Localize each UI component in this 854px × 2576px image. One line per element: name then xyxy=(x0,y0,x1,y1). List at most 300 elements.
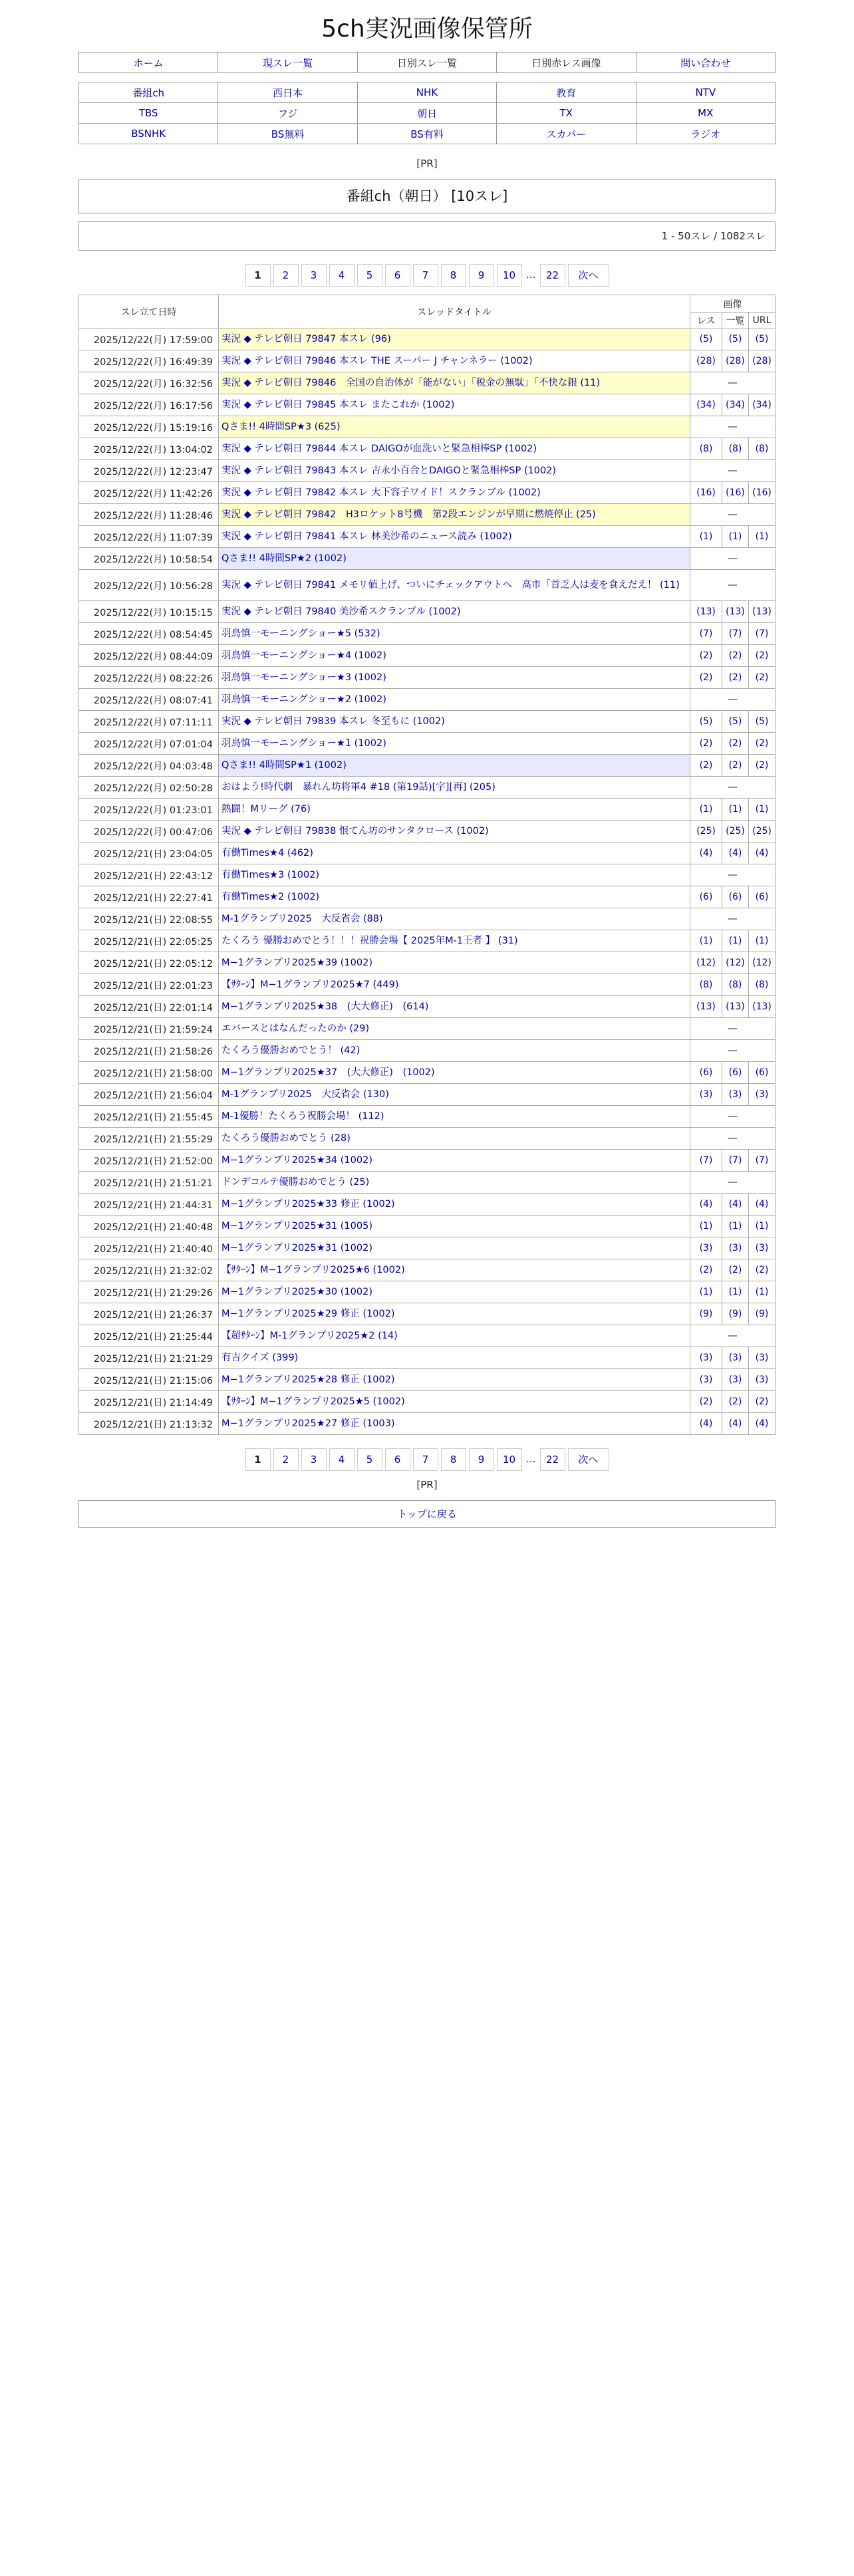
thread-no-images: — xyxy=(690,548,775,570)
thread-url-cell xyxy=(748,350,775,372)
thread-url-cell xyxy=(748,1259,775,1281)
thread-image-res-link[interactable]: (12) xyxy=(696,958,716,968)
thread-title-cell xyxy=(219,1040,690,1062)
thread-image-res-link[interactable]: (5) xyxy=(699,334,713,344)
channel-link[interactable]: フジ xyxy=(218,103,357,124)
thread-title-cell xyxy=(219,996,690,1018)
page-link[interactable]: 4 xyxy=(329,264,355,287)
thread-image-url-link[interactable]: (1) xyxy=(755,804,769,815)
thread-row xyxy=(79,328,776,350)
thread-title-link[interactable]: M−1グランプリ2025★33 修正 (1002) xyxy=(221,1198,395,1210)
thread-image-res-link[interactable]: (6) xyxy=(699,1067,713,1078)
thread-image-res-link[interactable]: (3) xyxy=(699,1243,713,1253)
thread-title-link[interactable]: Qさま!! 4時間SP★3 (625) xyxy=(221,421,341,432)
thread-title-link[interactable]: M−1グランプリ2025★34 (1002) xyxy=(221,1154,372,1166)
thread-image-list-link[interactable]: (9) xyxy=(728,1309,742,1319)
pager-bottom xyxy=(78,1448,776,1471)
thread-date: 2025/12/21(日) 22:01:23 xyxy=(79,974,219,996)
thread-title-link[interactable]: たくろう優勝おめでとう (28) xyxy=(221,1132,351,1144)
thread-title-link[interactable]: 有働Times★3 (1002) xyxy=(221,869,320,880)
thread-image-res-link[interactable]: (2) xyxy=(699,1265,713,1275)
thread-image-url-link[interactable]: (3) xyxy=(755,1089,769,1100)
page-link[interactable]: 6 xyxy=(385,1448,410,1471)
thread-image-res-link[interactable]: (4) xyxy=(699,1199,713,1210)
thread-image-list-link[interactable]: (7) xyxy=(728,628,742,639)
thread-image-url-link[interactable]: (3) xyxy=(755,1374,769,1385)
thread-date: 2025/12/21(日) 22:05:12 xyxy=(79,952,219,974)
thread-image-url-link[interactable]: (3) xyxy=(755,1352,769,1363)
header-res: レス xyxy=(690,313,722,328)
thread-image-res-link[interactable]: (4) xyxy=(699,848,713,858)
thread-title-link[interactable]: M−1グランプリ2025★38 (大大修正) (614) xyxy=(221,1001,429,1012)
thread-res-cell xyxy=(690,1369,722,1391)
thread-image-list-link[interactable]: (7) xyxy=(728,1155,742,1166)
thread-row xyxy=(79,908,776,930)
thread-image-res-link[interactable]: (7) xyxy=(699,628,713,639)
thread-image-res-link[interactable]: (34) xyxy=(696,400,716,410)
thread-image-res-link[interactable]: (8) xyxy=(699,444,713,454)
page-link[interactable]: 8 xyxy=(441,1448,466,1471)
thread-no-images: — xyxy=(690,689,775,711)
thread-title-link[interactable]: 実況 ◆ テレビ朝日 79847 本スレ (96) xyxy=(221,333,391,344)
thread-image-list-link[interactable]: (16) xyxy=(726,487,745,498)
thread-date: 2025/12/21(日) 21:32:02 xyxy=(79,1259,219,1281)
thread-date: 2025/12/21(日) 21:52:00 xyxy=(79,1150,219,1172)
thread-image-url-link[interactable]: (2) xyxy=(755,650,769,661)
thread-title-link[interactable]: 有吉クイズ (399) xyxy=(221,1352,299,1363)
thread-image-list-link[interactable]: (6) xyxy=(728,1067,742,1078)
thread-row xyxy=(79,777,776,799)
page-link[interactable]: 3 xyxy=(301,264,327,287)
thread-title-link[interactable]: 実況 ◆ テレビ朝日 79845 本スレ またこれか (1002) xyxy=(221,399,455,410)
thread-date: 2025/12/21(日) 21:40:40 xyxy=(79,1237,219,1259)
thread-title-cell xyxy=(219,1369,690,1391)
thread-image-url-link[interactable]: (1) xyxy=(755,531,769,542)
thread-image-url-link[interactable]: (1) xyxy=(755,1221,769,1231)
thread-title-cell xyxy=(219,1413,690,1435)
thread-image-res-link[interactable]: (1) xyxy=(699,531,713,542)
thread-title-link[interactable]: 羽鳥慎一モーニングショー★2 (1002) xyxy=(221,694,386,705)
thread-image-res-link[interactable]: (4) xyxy=(699,1418,713,1429)
thread-image-list-link[interactable]: (13) xyxy=(726,1001,745,1012)
thread-title-link[interactable]: 【ｻﾀｰﾝ】M−1グランプリ2025★5 (1002) xyxy=(221,1396,405,1407)
thread-url-cell xyxy=(748,974,775,996)
thread-image-list-link[interactable]: (3) xyxy=(728,1089,742,1100)
thread-image-url-link[interactable]: (13) xyxy=(752,606,772,617)
thread-url-cell xyxy=(748,1369,775,1391)
thread-image-res-link[interactable]: (3) xyxy=(699,1374,713,1385)
thread-image-list-link[interactable]: (25) xyxy=(726,826,745,837)
thread-row xyxy=(79,482,776,504)
thread-image-url-link[interactable]: (1) xyxy=(755,936,769,946)
thread-row xyxy=(79,438,776,460)
thread-image-url-link[interactable]: (4) xyxy=(755,1418,769,1429)
thread-image-url-link[interactable]: (6) xyxy=(755,892,769,902)
thread-url-cell xyxy=(748,799,775,821)
channel-link[interactable]: NTV xyxy=(636,82,775,103)
next-page-link[interactable]: 次へ xyxy=(568,264,609,287)
thread-image-url-link[interactable]: (2) xyxy=(755,1396,769,1407)
thread-res-cell xyxy=(690,1237,722,1259)
thread-row xyxy=(79,350,776,372)
top-nav-item[interactable]: 問い合わせ xyxy=(636,53,775,73)
channel-link[interactable]: 西日本 xyxy=(218,82,357,103)
thread-title-link[interactable]: たくろう優勝おめでとう！ (42) xyxy=(221,1045,360,1056)
thread-image-url-link[interactable]: (6) xyxy=(755,1067,769,1078)
thread-row xyxy=(79,1084,776,1106)
thread-no-images: — xyxy=(690,777,775,799)
thread-url-cell xyxy=(748,438,775,460)
back-to-top-label[interactable]: トップに戻る xyxy=(397,1508,457,1520)
thread-image-list-link[interactable]: (2) xyxy=(728,672,742,683)
thread-image-list-link[interactable]: (28) xyxy=(726,356,745,366)
page-link[interactable]: 1 xyxy=(245,1448,271,1471)
thread-res-cell xyxy=(690,394,722,416)
thread-image-url-link[interactable]: (4) xyxy=(755,848,769,858)
channel-link[interactable]: スカパー xyxy=(497,124,636,144)
thread-image-url-link[interactable]: (8) xyxy=(755,444,769,454)
page-link[interactable]: 9 xyxy=(469,264,494,287)
thread-image-res-link[interactable]: (1) xyxy=(699,804,713,815)
thread-image-list-link[interactable]: (1) xyxy=(728,936,742,946)
thread-image-list-link[interactable]: (2) xyxy=(728,1265,742,1275)
page-link[interactable]: 7 xyxy=(413,1448,438,1471)
thread-image-list-link[interactable]: (8) xyxy=(728,979,742,990)
thread-image-url-link[interactable]: (1) xyxy=(755,1287,769,1297)
page-link[interactable]: 2 xyxy=(273,1448,299,1471)
back-to-top-link[interactable] xyxy=(78,1500,776,1528)
thread-image-list-link[interactable]: (3) xyxy=(728,1374,742,1385)
thread-date: 2025/12/21(日) 22:43:12 xyxy=(79,864,219,886)
thread-title-link[interactable]: M−1グランプリ2025★39 (1002) xyxy=(221,957,372,968)
page-link-last[interactable]: 22 xyxy=(540,1448,565,1471)
thread-title-cell xyxy=(219,821,690,842)
thread-title-link[interactable]: 羽鳥慎一モーニングショー★5 (532) xyxy=(221,628,380,639)
page-link[interactable]: 10 xyxy=(497,264,522,287)
thread-image-url-link[interactable]: (8) xyxy=(755,979,769,990)
thread-image-res-link[interactable]: (7) xyxy=(699,1155,713,1166)
thread-title-link[interactable]: 実況 ◆ テレビ朝日 79841 本スレ 林美沙希のニュース読み (1002) xyxy=(221,531,512,542)
thread-title-link[interactable]: 実況 ◆ テレビ朝日 79839 本スレ 冬至もに (1002) xyxy=(221,715,445,727)
thread-image-res-link[interactable]: (2) xyxy=(699,760,713,771)
thread-image-url-link[interactable]: (4) xyxy=(755,1199,769,1210)
thread-url-cell xyxy=(748,394,775,416)
thread-title-link[interactable]: 実況 ◆ テレビ朝日 79842 H3ロケット8号機 第2段エンジンが早期に燃焼停止 (25) xyxy=(221,509,596,520)
thread-image-res-link[interactable]: (2) xyxy=(699,738,713,749)
page-link[interactable]: 5 xyxy=(357,264,382,287)
thread-row xyxy=(79,689,776,711)
thread-image-list-link[interactable]: (6) xyxy=(728,892,742,902)
thread-no-images: — xyxy=(690,908,775,930)
thread-image-list-link[interactable]: (1) xyxy=(728,804,742,815)
thread-image-url-link[interactable]: (13) xyxy=(752,1001,772,1012)
thread-title-link[interactable]: 実況 ◆ テレビ朝日 79844 本スレ DAIGOが血洗いと緊急相棒SP (1002) xyxy=(221,443,537,454)
pager-top xyxy=(78,264,776,287)
thread-title-link[interactable]: 実況 ◆ テレビ朝日 79838 恨てん坊のサンタクロース (1002) xyxy=(221,825,489,837)
thread-date: 2025/12/21(日) 21:56:04 xyxy=(79,1084,219,1106)
thread-row xyxy=(79,864,776,886)
page-link[interactable]: 2 xyxy=(273,264,299,287)
thread-image-res-link[interactable]: (16) xyxy=(696,487,716,498)
thread-list-cell xyxy=(722,601,748,623)
thread-title-link[interactable]: Qさま!! 4時間SP★2 (1002) xyxy=(221,553,347,564)
channel-link[interactable]: TX xyxy=(497,103,636,124)
page-link[interactable]: 1 xyxy=(245,264,271,287)
thread-res-cell xyxy=(690,930,722,952)
thread-title-link[interactable]: M−1グランプリ2025★30 (1002) xyxy=(221,1286,372,1297)
thread-row xyxy=(79,504,776,526)
thread-image-url-link[interactable]: (28) xyxy=(752,356,772,366)
thread-date: 2025/12/22(月) 10:56:28 xyxy=(79,570,219,601)
thread-image-res-link[interactable]: (13) xyxy=(696,1001,716,1012)
thread-image-list-link[interactable]: (3) xyxy=(728,1352,742,1363)
thread-res-cell xyxy=(690,733,722,755)
thread-count: 1 - 50スレ / 1082スレ xyxy=(78,221,776,251)
thread-title-link[interactable]: 有働Times★4 (462) xyxy=(221,847,313,858)
page-link-last[interactable]: 22 xyxy=(540,264,565,287)
thread-date: 2025/12/21(日) 21:25:44 xyxy=(79,1325,219,1347)
thread-title-link[interactable]: 実況 ◆ テレビ朝日 79843 本スレ 吉永小百合とDAIGOと緊急相棒SP (1002) xyxy=(221,465,557,476)
page-link[interactable]: 4 xyxy=(329,1448,355,1471)
thread-image-url-link[interactable]: (2) xyxy=(755,1265,769,1275)
thread-title-link[interactable]: 【超ｻﾀｰﾝ】M-1グランプリ2025★2 (14) xyxy=(221,1330,398,1341)
thread-image-list-link[interactable]: (2) xyxy=(728,760,742,771)
thread-image-list-link[interactable]: (2) xyxy=(728,738,742,749)
thread-image-list-link[interactable]: (1) xyxy=(728,531,742,542)
thread-title-link[interactable]: Qさま!! 4時間SP★1 (1002) xyxy=(221,759,347,771)
thread-title-link[interactable]: M-1グランプリ2025 大反省会 (130) xyxy=(221,1089,389,1100)
thread-res-cell xyxy=(690,821,722,842)
thread-image-list-link[interactable]: (2) xyxy=(728,1396,742,1407)
thread-image-res-link[interactable]: (1) xyxy=(699,936,713,946)
thread-date: 2025/12/21(日) 21:59:24 xyxy=(79,1018,219,1040)
thread-image-res-link[interactable]: (28) xyxy=(696,356,716,366)
thread-title-link[interactable]: 実況 ◆ テレビ朝日 79846 本スレ THE スーパー J チャンネラー (1002) xyxy=(221,355,533,366)
page-link[interactable]: 5 xyxy=(357,1448,382,1471)
thread-row xyxy=(79,1216,776,1237)
thread-date: 2025/12/22(月) 11:07:39 xyxy=(79,526,219,548)
thread-url-cell xyxy=(748,930,775,952)
page-link[interactable]: 10 xyxy=(497,1448,522,1471)
channel-link[interactable]: BSNHK xyxy=(79,124,218,144)
thread-url-cell xyxy=(748,623,775,645)
thread-title-link[interactable]: エバースとはなんだったのか (29) xyxy=(221,1023,370,1034)
thread-title-link[interactable]: M−1グランプリ2025★27 修正 (1003) xyxy=(221,1418,395,1429)
thread-res-cell xyxy=(690,1084,722,1106)
thread-date: 2025/12/22(月) 04:03:48 xyxy=(79,755,219,777)
thread-image-url-link[interactable]: (34) xyxy=(752,400,772,410)
channel-link[interactable]: TBS xyxy=(79,103,218,124)
thread-title-link[interactable]: 熱闘！Mリーグ (76) xyxy=(221,803,311,815)
top-nav-item[interactable]: 日別赤レス画像 xyxy=(497,53,636,73)
thread-image-url-link[interactable]: (7) xyxy=(755,1155,769,1166)
thread-title-link[interactable]: M−1グランプリ2025★29 修正 (1002) xyxy=(221,1308,395,1319)
thread-row xyxy=(79,821,776,842)
thread-image-list-link[interactable]: (12) xyxy=(726,958,745,968)
thread-title-link[interactable]: 実況 ◆ テレビ朝日 79840 美沙希スクランブル (1002) xyxy=(221,606,461,617)
thread-row xyxy=(79,460,776,482)
thread-image-res-link[interactable]: (2) xyxy=(699,1396,713,1407)
thread-image-res-link[interactable]: (6) xyxy=(699,892,713,902)
thread-title-link[interactable]: 【ｻﾀｰﾝ】M−1グランプリ2025★6 (1002) xyxy=(221,1264,405,1275)
thread-res-cell xyxy=(690,1062,722,1084)
thread-row xyxy=(79,1150,776,1172)
thread-date: 2025/12/21(日) 21:44:31 xyxy=(79,1194,219,1216)
thread-date: 2025/12/22(月) 16:49:39 xyxy=(79,350,219,372)
channel-link[interactable]: BS有料 xyxy=(357,124,496,144)
thread-date: 2025/12/21(日) 21:55:29 xyxy=(79,1128,219,1150)
thread-date: 2025/12/21(日) 23:04:05 xyxy=(79,842,219,864)
thread-image-list-link[interactable]: (4) xyxy=(728,1199,742,1210)
thread-title-cell xyxy=(219,1128,690,1150)
site-title: 5ch実況画像保管所 xyxy=(321,15,533,43)
page-link[interactable]: 3 xyxy=(301,1448,327,1471)
thread-image-list-link[interactable]: (1) xyxy=(728,1221,742,1231)
thread-title-link[interactable]: 羽鳥慎一モーニングショー★3 (1002) xyxy=(221,672,386,683)
thread-date: 2025/12/22(月) 11:42:26 xyxy=(79,482,219,504)
thread-image-list-link[interactable]: (1) xyxy=(728,1287,742,1297)
thread-res-cell xyxy=(690,1391,722,1413)
thread-image-res-link[interactable]: (9) xyxy=(699,1309,713,1319)
thread-url-cell xyxy=(748,1084,775,1106)
channel-link[interactable]: MX xyxy=(636,103,775,124)
thread-row xyxy=(79,1259,776,1281)
thread-title-cell xyxy=(219,952,690,974)
thread-url-cell xyxy=(748,667,775,689)
thread-no-images: — xyxy=(690,864,775,886)
thread-row xyxy=(79,842,776,864)
thread-image-list-link[interactable]: (2) xyxy=(728,650,742,661)
thread-title-cell xyxy=(219,1150,690,1172)
thread-image-url-link[interactable]: (3) xyxy=(755,1243,769,1253)
thread-date: 2025/12/22(月) 15:19:16 xyxy=(79,416,219,438)
page-link[interactable]: 7 xyxy=(413,264,438,287)
thread-title-cell xyxy=(219,1106,690,1128)
thread-title-link[interactable]: M−1グランプリ2025★37 (大大修正) (1002) xyxy=(221,1067,435,1078)
thread-title-link[interactable]: ドンデコルテ優勝おめでとう (25) xyxy=(221,1176,370,1188)
channel-link[interactable]: 朝日 xyxy=(357,103,496,124)
thread-image-url-link[interactable]: (7) xyxy=(755,628,769,639)
thread-title-link[interactable]: M-1グランプリ2025 大反省会 (88) xyxy=(221,913,383,924)
next-page-link[interactable]: 次へ xyxy=(568,1448,609,1471)
thread-list-cell xyxy=(722,667,748,689)
thread-res-cell xyxy=(690,667,722,689)
channel-link[interactable]: NHK xyxy=(357,82,496,103)
top-nav-item[interactable]: 日別スレ一覧 xyxy=(357,53,496,73)
thread-row xyxy=(79,1237,776,1259)
thread-image-url-link[interactable]: (9) xyxy=(755,1309,769,1319)
thread-row xyxy=(79,394,776,416)
thread-image-res-link[interactable]: (8) xyxy=(699,979,713,990)
top-nav-item[interactable]: ホーム xyxy=(79,53,218,73)
thread-image-url-link[interactable]: (16) xyxy=(752,487,772,498)
thread-image-url-link[interactable]: (2) xyxy=(755,672,769,683)
thread-image-res-link[interactable]: (2) xyxy=(699,672,713,683)
thread-row xyxy=(79,1194,776,1216)
thread-title-link[interactable]: M−1グランプリ2025★31 (1005) xyxy=(221,1220,372,1231)
thread-row xyxy=(79,1325,776,1347)
thread-image-list-link[interactable]: (5) xyxy=(728,716,742,727)
thread-image-res-link[interactable]: (1) xyxy=(699,1287,713,1297)
thread-res-cell xyxy=(690,645,722,667)
channel-link[interactable]: ラジオ xyxy=(636,124,775,144)
thread-res-cell xyxy=(690,1303,722,1325)
thread-image-res-link[interactable]: (3) xyxy=(699,1089,713,1100)
page-link[interactable]: 9 xyxy=(469,1448,494,1471)
thread-date: 2025/12/22(月) 07:01:04 xyxy=(79,733,219,755)
thread-image-list-link[interactable]: (4) xyxy=(728,848,742,858)
thread-image-url-link[interactable]: (12) xyxy=(752,958,772,968)
thread-image-list-link[interactable]: (13) xyxy=(726,606,745,617)
thread-image-res-link[interactable]: (2) xyxy=(699,650,713,661)
thread-image-res-link[interactable]: (25) xyxy=(696,826,716,837)
thread-image-url-link[interactable]: (2) xyxy=(755,760,769,771)
top-nav-item[interactable]: 現スレ一覧 xyxy=(218,53,357,73)
thread-image-res-link[interactable]: (1) xyxy=(699,1221,713,1231)
thread-image-url-link[interactable]: (5) xyxy=(755,716,769,727)
thread-image-url-link[interactable]: (2) xyxy=(755,738,769,749)
thread-row xyxy=(79,1062,776,1084)
channel-link[interactable]: BS無料 xyxy=(218,124,357,144)
thread-date: 2025/12/22(月) 13:04:02 xyxy=(79,438,219,460)
thread-image-list-link[interactable]: (8) xyxy=(728,444,742,454)
thread-title-link[interactable]: M−1グランプリ2025★28 修正 (1002) xyxy=(221,1374,395,1385)
thread-date: 2025/12/21(日) 21:58:00 xyxy=(79,1062,219,1084)
thread-row xyxy=(79,548,776,570)
thread-res-cell xyxy=(690,328,722,350)
thread-title-link[interactable]: おはよう!時代劇 暴れん坊将軍4 #18 (第19話)[字][再] (205) xyxy=(221,781,496,793)
thread-title-link[interactable]: 有働Times★2 (1002) xyxy=(221,891,320,902)
thread-image-res-link[interactable]: (13) xyxy=(696,606,716,617)
thread-title-link[interactable]: 【ｻﾀｰﾝ】M−1グランプリ2025★7 (449) xyxy=(221,979,399,990)
thread-row xyxy=(79,1303,776,1325)
page-link[interactable]: 8 xyxy=(441,264,466,287)
thread-row xyxy=(79,1128,776,1150)
thread-res-cell xyxy=(690,996,722,1018)
thread-image-list-link[interactable]: (34) xyxy=(726,400,745,410)
thread-title-cell xyxy=(219,350,690,372)
thread-date: 2025/12/22(月) 16:17:56 xyxy=(79,394,219,416)
thread-image-list-link[interactable]: (5) xyxy=(728,334,742,344)
thread-image-list-link[interactable]: (3) xyxy=(728,1243,742,1253)
thread-no-images: — xyxy=(690,1040,775,1062)
thread-title-link[interactable]: 実況 ◆ テレビ朝日 79846 全国の自治体が「能がない」「税金の無駄」「不快な銀 (11) xyxy=(221,377,601,388)
thread-res-cell xyxy=(690,438,722,460)
thread-title-cell xyxy=(219,1062,690,1084)
thread-date: 2025/12/21(日) 21:51:21 xyxy=(79,1172,219,1194)
thread-title-link[interactable]: 羽鳥慎一モーニングショー★4 (1002) xyxy=(221,650,386,661)
thread-image-res-link[interactable]: (3) xyxy=(699,1352,713,1363)
thread-title-link[interactable]: 実況 ◆ テレビ朝日 79842 本スレ 大下容子ワイド！スクランブル (1002) xyxy=(221,487,541,498)
thread-title-link[interactable]: M−1グランプリ2025★31 (1002) xyxy=(221,1242,372,1253)
thread-res-cell xyxy=(690,711,722,733)
thread-title-link[interactable]: 実況 ◆ テレビ朝日 79841 メモリ値上げ、ついにチェックアウトへ 高市「首乏人は麦を食えだえ！ (11) xyxy=(221,579,680,590)
thread-image-url-link[interactable]: (5) xyxy=(755,334,769,344)
thread-image-list-link[interactable]: (4) xyxy=(728,1418,742,1429)
channel-link[interactable]: 教育 xyxy=(497,82,636,103)
thread-image-url-link[interactable]: (25) xyxy=(752,826,772,837)
thread-image-res-link[interactable]: (5) xyxy=(699,716,713,727)
thread-url-cell xyxy=(748,1194,775,1216)
thread-title-link[interactable]: たくろう 優勝おめでとう！！！祝勝会場【 2025年M-1王者 】 (31) xyxy=(221,935,518,946)
page-link[interactable]: 6 xyxy=(385,264,410,287)
thread-row xyxy=(79,886,776,908)
thread-res-cell xyxy=(690,350,722,372)
thread-row xyxy=(79,1281,776,1303)
thread-title-link[interactable]: M-1優勝！たくろう祝勝会場！ (112) xyxy=(221,1110,384,1122)
channel-link[interactable]: 番組ch xyxy=(79,82,218,103)
thread-title-link[interactable]: 羽鳥慎一モーニングショー★1 (1002) xyxy=(221,737,386,749)
